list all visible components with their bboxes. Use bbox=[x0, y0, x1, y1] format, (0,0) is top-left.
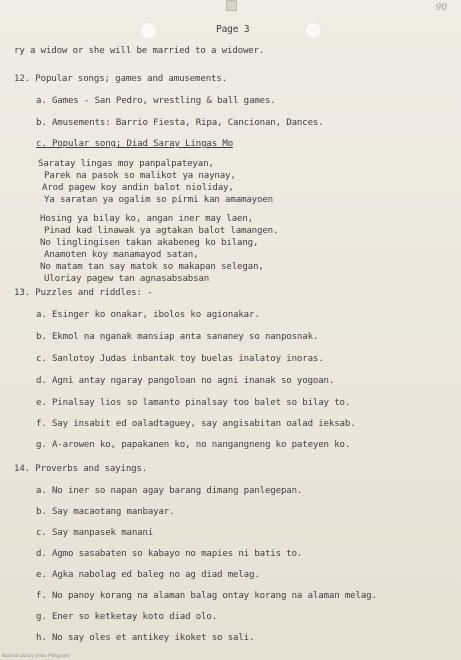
page-number: Page 3 bbox=[216, 24, 250, 35]
archive-footer: National Library of the Philippines bbox=[2, 653, 70, 658]
section-14-item-d: d. Agmo sasabaten so kabayo no mapies ni batis to. bbox=[36, 549, 303, 559]
section-13-heading: 13. Puzzles and riddles: - bbox=[14, 288, 153, 298]
section-13-item-f: f. Say insabit ed oaladtaguey, say angisabitan oalad ieksab. bbox=[36, 419, 356, 429]
section-14-heading: 14. Proverbs and sayings. bbox=[14, 464, 148, 474]
song-verse-line: No matam tan say matok so makapan selegan, bbox=[40, 262, 264, 272]
song-verse-line: Saratay lingas moy panpalpateyan, bbox=[38, 159, 214, 169]
punch-hole-right bbox=[305, 22, 322, 39]
song-verse-line: Parek na pasok so malikot ya naynay, bbox=[44, 171, 236, 181]
section-13-item-c: c. Sanlotoy Judas inbantak toy buelas inalatoy inoras. bbox=[36, 354, 324, 364]
song-verse-line: Anamoten koy manamayod satan, bbox=[44, 250, 199, 260]
punch-hole-left bbox=[140, 22, 157, 39]
section-12-item-b: b. Amusements: Barrio Fiesta, Ripa, Cancionan, Dances. bbox=[36, 118, 324, 128]
continued-line: ry a widow or she will be married to a widower. bbox=[14, 46, 265, 56]
section-14-item-h: h. No say oles et antikey ikoket so sali. bbox=[36, 633, 255, 643]
section-14-item-c: c. Say manpasek manani bbox=[36, 528, 154, 538]
section-12-heading: 12. Popular songs; games and amusements. bbox=[14, 74, 227, 84]
section-14-item-f: f. No panoy korang na alaman balag ontay korang na alaman melag. bbox=[36, 591, 377, 601]
section-13-item-b: b. Ekmol na nganak mansiap anta sananey so nanposnak. bbox=[36, 332, 319, 342]
section-12-item-c: c. Popular song; Diad Saray Lingas Mo bbox=[36, 139, 234, 149]
song-verse-line: Hosing ya bilay ko, angan iner may laen, bbox=[40, 214, 253, 224]
section-14-item-b: b. Say macaotang manbayar. bbox=[36, 507, 175, 517]
song-verse-line: Uloriay pagew tan agnasabsabsan bbox=[44, 274, 210, 284]
section-13-item-d: d. Agni antay ngaray pangoloan no agni inanak so yogoan. bbox=[36, 376, 335, 386]
section-13-item-a: a. Esinger ko onakar, ibolos ko agionakar. bbox=[36, 310, 260, 320]
song-verse-line: Ya saratan ya ogalim so pirmi kan amamayoen bbox=[44, 195, 273, 205]
section-14-item-e: e. Agka nabolag ed baleg no ag diad melag. bbox=[36, 570, 260, 580]
section-14-item-a: a. No iner so napan agay barang dimang panlegepan. bbox=[36, 486, 303, 496]
section-12-item-a: a. Games - San Pedro, wrestling & ball games. bbox=[36, 96, 276, 106]
corner-annotation: 90 bbox=[435, 3, 447, 13]
section-13-item-e: e. Pinalsay lios so lamanto pinalsay too balet so bilay to. bbox=[36, 398, 351, 408]
top-tab-marker bbox=[226, 0, 237, 11]
section-14-item-g: g. Ener so ketketay koto diad olo. bbox=[36, 612, 218, 622]
song-verse-line: No linglingisen takan akabeneg ko bilang, bbox=[40, 238, 259, 248]
song-verse-line: Arod pagew koy andin balot nioliday, bbox=[42, 183, 234, 193]
section-13-item-g: g. A-arowen ko, papakanen ko, no nangangneng ko pateyen ko. bbox=[36, 440, 351, 450]
song-verse-line: Pinad kad linawak ya agtakan balot lamangen. bbox=[44, 226, 279, 236]
